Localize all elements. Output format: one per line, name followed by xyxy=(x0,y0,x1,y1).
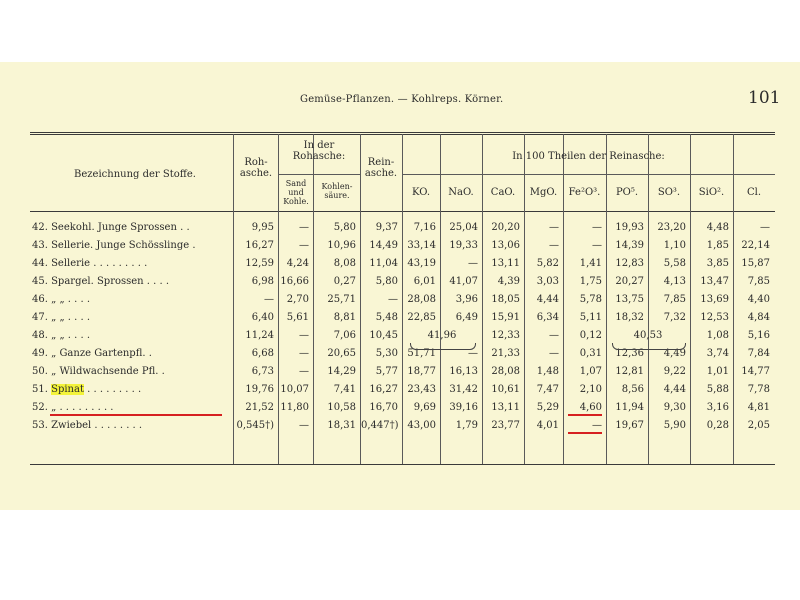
table-row xyxy=(30,238,775,254)
row-name: 51. Spinat . . . . . . . . . xyxy=(32,384,142,395)
table-bottom-rule xyxy=(30,464,775,465)
cell-PO: 11,94 xyxy=(615,402,644,413)
cell-kohl: 8,81 xyxy=(333,312,356,323)
cell-SO: 5,90 xyxy=(663,420,686,431)
cell-NaO: 31,42 xyxy=(449,384,478,395)
cell-SO: 7,32 xyxy=(663,312,686,323)
cell-CaO: 18,05 xyxy=(491,294,520,305)
cell-MgO: 1,48 xyxy=(536,366,559,377)
cell-SiO: 3,16 xyxy=(706,402,729,413)
row-name: 48. „ „ . . . . xyxy=(32,330,91,341)
cell-Fe: 2,10 xyxy=(579,384,602,395)
page-number: 101 xyxy=(748,88,781,108)
table-row xyxy=(30,256,775,272)
cell-CaO: 13,11 xyxy=(491,258,520,269)
cell-NaO: 16,13 xyxy=(449,366,478,377)
cell-SiO: 12,53 xyxy=(700,312,729,323)
cell-kohl: 5,80 xyxy=(333,222,356,233)
highlighted-text: Spinat xyxy=(51,384,84,395)
cell-Fe: 1,41 xyxy=(579,258,602,269)
header-Cl: Cl. xyxy=(746,187,762,198)
cell-kohl: 10,58 xyxy=(327,402,356,413)
cell-CaO: 15,91 xyxy=(491,312,520,323)
header-Fe2O3: Fe²O³. xyxy=(568,187,601,198)
header-PO5: PO⁵. xyxy=(615,187,639,198)
row-name: 53. Zwiebel . . . . . . . . xyxy=(32,420,143,431)
cell-sand: — xyxy=(299,330,309,341)
cell-MgO: 3,03 xyxy=(536,276,559,287)
row-name: 43. Sellerie. Junge Schösslinge . xyxy=(32,240,196,251)
row-name: 52. „ . . . . . . . . . xyxy=(32,402,114,413)
header-SO3: SO³. xyxy=(657,187,681,198)
cell-NaO: — xyxy=(468,348,478,359)
cell-SO: 23,20 xyxy=(657,222,686,233)
cell-Cl: 22,14 xyxy=(741,240,770,251)
cell-rein: 16,27 xyxy=(369,384,398,395)
header-CaO: CaO. xyxy=(490,187,516,198)
cell-kohl: 0,27 xyxy=(333,276,356,287)
cell-CaO: 12,33 xyxy=(491,330,520,341)
cell-Cl: 15,87 xyxy=(741,258,770,269)
cell-roh: 6,40 xyxy=(251,312,274,323)
cell-Cl: 14,77 xyxy=(741,366,770,377)
cell-KO: 6,01 xyxy=(413,276,436,287)
cell-CaO: 21,33 xyxy=(491,348,520,359)
book-page xyxy=(0,62,800,510)
cell-Fe: 5,11 xyxy=(579,312,602,323)
table-row xyxy=(30,310,775,326)
cell-kohl: 25,71 xyxy=(327,294,356,305)
cell-rein: 9,37 xyxy=(375,222,398,233)
cell-CaO: 23,77 xyxy=(491,420,520,431)
cell-Fe: 1,75 xyxy=(579,276,602,287)
header-sand-kohle: Sand und Kohle. xyxy=(283,179,309,206)
cell-SiO: 13,69 xyxy=(700,294,729,305)
cell-KO: 33,14 xyxy=(407,240,436,251)
header-SiO2: SiO². xyxy=(698,187,725,198)
rohasche-sub-rule xyxy=(278,174,360,175)
cell-kohl: 10,96 xyxy=(327,240,356,251)
cell-MgO: — xyxy=(549,348,559,359)
cell-kohl: 8,08 xyxy=(333,258,356,269)
cell-PO: 12,81 xyxy=(615,366,644,377)
cell-MgO: — xyxy=(549,222,559,233)
cell-MgO: — xyxy=(549,330,559,341)
header-name: Bezeichnung der Stoffe. xyxy=(74,169,196,180)
table-row xyxy=(30,418,775,434)
running-header: Gemüse-Pflanzen. — Kohlreps. Körner. xyxy=(300,94,504,105)
brace-row-47-alkali xyxy=(410,343,476,350)
cell-MgO: 6,34 xyxy=(536,312,559,323)
table-row xyxy=(30,328,775,344)
table-row xyxy=(30,382,775,398)
cell-KO: 43,19 xyxy=(407,258,436,269)
cell-rein: 5,30 xyxy=(375,348,398,359)
cell-Fe: 0,31 xyxy=(579,348,602,359)
cell-rein: 14,49 xyxy=(369,240,398,251)
cell-Fe: — xyxy=(592,222,602,233)
cell-sand: 4,24 xyxy=(286,258,309,269)
cell-roh: 0,545†) xyxy=(236,420,274,431)
cell-NaO: 19,33 xyxy=(449,240,478,251)
cell-SiO: 0,28 xyxy=(706,420,729,431)
cell-SiO: 4,48 xyxy=(706,222,729,233)
reinasche-sub-rule xyxy=(402,174,775,175)
cell-Cl: 5,16 xyxy=(747,330,770,341)
cell-rein: 0,447†) xyxy=(361,420,399,431)
table-row xyxy=(30,274,775,290)
cell-rein: 5,80 xyxy=(375,276,398,287)
cell-PO: 18,32 xyxy=(615,312,644,323)
red-underline-spinat xyxy=(50,414,222,416)
cell-Cl: 2,05 xyxy=(747,420,770,431)
red-underline-fe-52 xyxy=(568,432,602,434)
row-name: 44. Sellerie . . . . . . . . . xyxy=(32,258,148,269)
cell-sand: 11,80 xyxy=(280,402,309,413)
cell-PO: 19,93 xyxy=(615,222,644,233)
cell-CaO: 4,39 xyxy=(497,276,520,287)
cell-Fe: 5,78 xyxy=(579,294,602,305)
cell-roh: — xyxy=(264,294,274,305)
cell-Fe: — xyxy=(592,420,602,431)
cell-KO-NaO-merged: 41,96 xyxy=(427,330,457,341)
cell-Cl: 4,40 xyxy=(747,294,770,305)
cell-Fe: — xyxy=(592,240,602,251)
cell-Cl: — xyxy=(760,222,770,233)
cell-KO: 9,69 xyxy=(413,402,436,413)
cell-MgO: 4,01 xyxy=(536,420,559,431)
header-in-100-theilen: In 100 Theilen der Reinasche: xyxy=(512,151,665,162)
cell-PO: 8,56 xyxy=(621,384,644,395)
header-kohlensaeure: Kohlen-säure. xyxy=(321,182,353,200)
cell-MgO: 5,82 xyxy=(536,258,559,269)
cell-Fe: 0,12 xyxy=(579,330,602,341)
cell-roh: 6,98 xyxy=(251,276,274,287)
row-name: 46. „ „ . . . . xyxy=(32,294,91,305)
cell-sand: 10,07 xyxy=(280,384,309,395)
cell-SiO: 1,01 xyxy=(706,366,729,377)
cell-SO: 1,10 xyxy=(663,240,686,251)
cell-sand: — xyxy=(299,366,309,377)
cell-sand: — xyxy=(299,348,309,359)
cell-PO: 12,83 xyxy=(615,258,644,269)
header-reinasche: Rein-asche. xyxy=(364,157,398,179)
cell-SO: 5,58 xyxy=(663,258,686,269)
cell-roh: 16,27 xyxy=(245,240,274,251)
cell-NaO: 3,96 xyxy=(455,294,478,305)
cell-Cl: 7,78 xyxy=(747,384,770,395)
cell-CaO: 28,08 xyxy=(491,366,520,377)
cell-roh: 19,76 xyxy=(245,384,274,395)
cell-SiO: 1,85 xyxy=(706,240,729,251)
cell-NaO: — xyxy=(468,258,478,269)
brace-row-47-acids xyxy=(612,343,686,350)
row-name: 50. „ Wildwachsende Pfl. . xyxy=(32,366,165,377)
cell-SO: 4,13 xyxy=(663,276,686,287)
cell-sand: — xyxy=(299,240,309,251)
cell-roh: 21,52 xyxy=(245,402,274,413)
cell-sand: 2,70 xyxy=(286,294,309,305)
row-name: 47. „ „ . . . . xyxy=(32,312,91,323)
header-rohasche: Roh-asche. xyxy=(239,157,273,179)
cell-KO: 23,43 xyxy=(407,384,436,395)
cell-KO: 22,85 xyxy=(407,312,436,323)
cell-sand: — xyxy=(299,420,309,431)
cell-roh: 6,68 xyxy=(251,348,274,359)
cell-SO: 9,22 xyxy=(663,366,686,377)
cell-CaO: 20,20 xyxy=(491,222,520,233)
cell-SO: 7,85 xyxy=(663,294,686,305)
cell-rein: 16,70 xyxy=(369,402,398,413)
table-row xyxy=(30,292,775,308)
cell-Cl: 4,84 xyxy=(747,312,770,323)
table-row xyxy=(30,220,775,236)
cell-sand: — xyxy=(299,222,309,233)
cell-NaO: 39,16 xyxy=(449,402,478,413)
cell-kohl: 7,41 xyxy=(333,384,356,395)
cell-NaO: 6,49 xyxy=(455,312,478,323)
cell-kohl: 7,06 xyxy=(333,330,356,341)
cell-Cl: 4,81 xyxy=(747,402,770,413)
cell-MgO: 5,29 xyxy=(536,402,559,413)
cell-SiO: 13,47 xyxy=(700,276,729,287)
cell-rein: — xyxy=(388,294,398,305)
header-KO: KO. xyxy=(412,187,430,198)
cell-KO: 7,16 xyxy=(413,222,436,233)
cell-Cl: 7,85 xyxy=(747,276,770,287)
cell-kohl: 18,31 xyxy=(327,420,356,431)
cell-SO: 9,30 xyxy=(663,402,686,413)
cell-MgO: 4,44 xyxy=(536,294,559,305)
cell-Cl: 7,84 xyxy=(747,348,770,359)
cell-CaO: 10,61 xyxy=(491,384,520,395)
cell-Fe: 4,60 xyxy=(579,402,602,413)
cell-sand: 16,66 xyxy=(280,276,309,287)
cell-SiO: 5,88 xyxy=(706,384,729,395)
cell-PO: 14,39 xyxy=(615,240,644,251)
cell-MgO: — xyxy=(549,240,559,251)
header-in-der-rohasche: In der Rohasche: xyxy=(292,140,346,162)
row-name: 45. Spargel. Sprossen . . . . xyxy=(32,276,170,287)
cell-rein: 5,48 xyxy=(375,312,398,323)
cell-sand: 5,61 xyxy=(286,312,309,323)
cell-roh: 12,59 xyxy=(245,258,274,269)
row-name: 42. Seekohl. Junge Sprossen . . xyxy=(32,222,190,233)
cell-rein: 11,04 xyxy=(369,258,398,269)
cell-Fe: 1,07 xyxy=(579,366,602,377)
table-top-rule xyxy=(30,132,775,133)
cell-PO: 20,27 xyxy=(615,276,644,287)
cell-SiO: 1,08 xyxy=(706,330,729,341)
cell-roh: 6,73 xyxy=(251,366,274,377)
header-NaO: NaO. xyxy=(448,187,474,198)
cell-roh: 9,95 xyxy=(251,222,274,233)
cell-SO: 4,44 xyxy=(663,384,686,395)
header-MgO: MgO. xyxy=(529,187,558,198)
cell-rein: 5,77 xyxy=(375,366,398,377)
cell-NaO: 41,07 xyxy=(449,276,478,287)
cell-SiO: 3,74 xyxy=(706,348,729,359)
row-name: 49. „ Ganze Gartenpfl. . xyxy=(32,348,152,359)
cell-CaO: 13,11 xyxy=(491,402,520,413)
cell-KO: 28,08 xyxy=(407,294,436,305)
cell-PO: 13,75 xyxy=(615,294,644,305)
cell-MgO: 7,47 xyxy=(536,384,559,395)
cell-KO: 43,00 xyxy=(407,420,436,431)
cell-PO: 12,36 xyxy=(615,348,644,359)
cell-kohl: 20,65 xyxy=(327,348,356,359)
cell-CaO: 13,06 xyxy=(491,240,520,251)
cell-SO: 4,49 xyxy=(663,348,686,359)
cell-KO: 51,71 xyxy=(407,348,436,359)
cell-roh: 11,24 xyxy=(245,330,274,341)
table-row xyxy=(30,364,775,380)
cell-KO: 18,77 xyxy=(407,366,436,377)
cell-NaO: 1,79 xyxy=(455,420,478,431)
cell-SiO: 3,85 xyxy=(706,258,729,269)
cell-PO-SO-merged: 40,53 xyxy=(633,330,663,341)
red-underline-fe-51 xyxy=(568,414,602,416)
cell-NaO: 25,04 xyxy=(449,222,478,233)
cell-PO: 19,67 xyxy=(615,420,644,431)
cell-rein: 10,45 xyxy=(369,330,398,341)
cell-kohl: 14,29 xyxy=(327,366,356,377)
